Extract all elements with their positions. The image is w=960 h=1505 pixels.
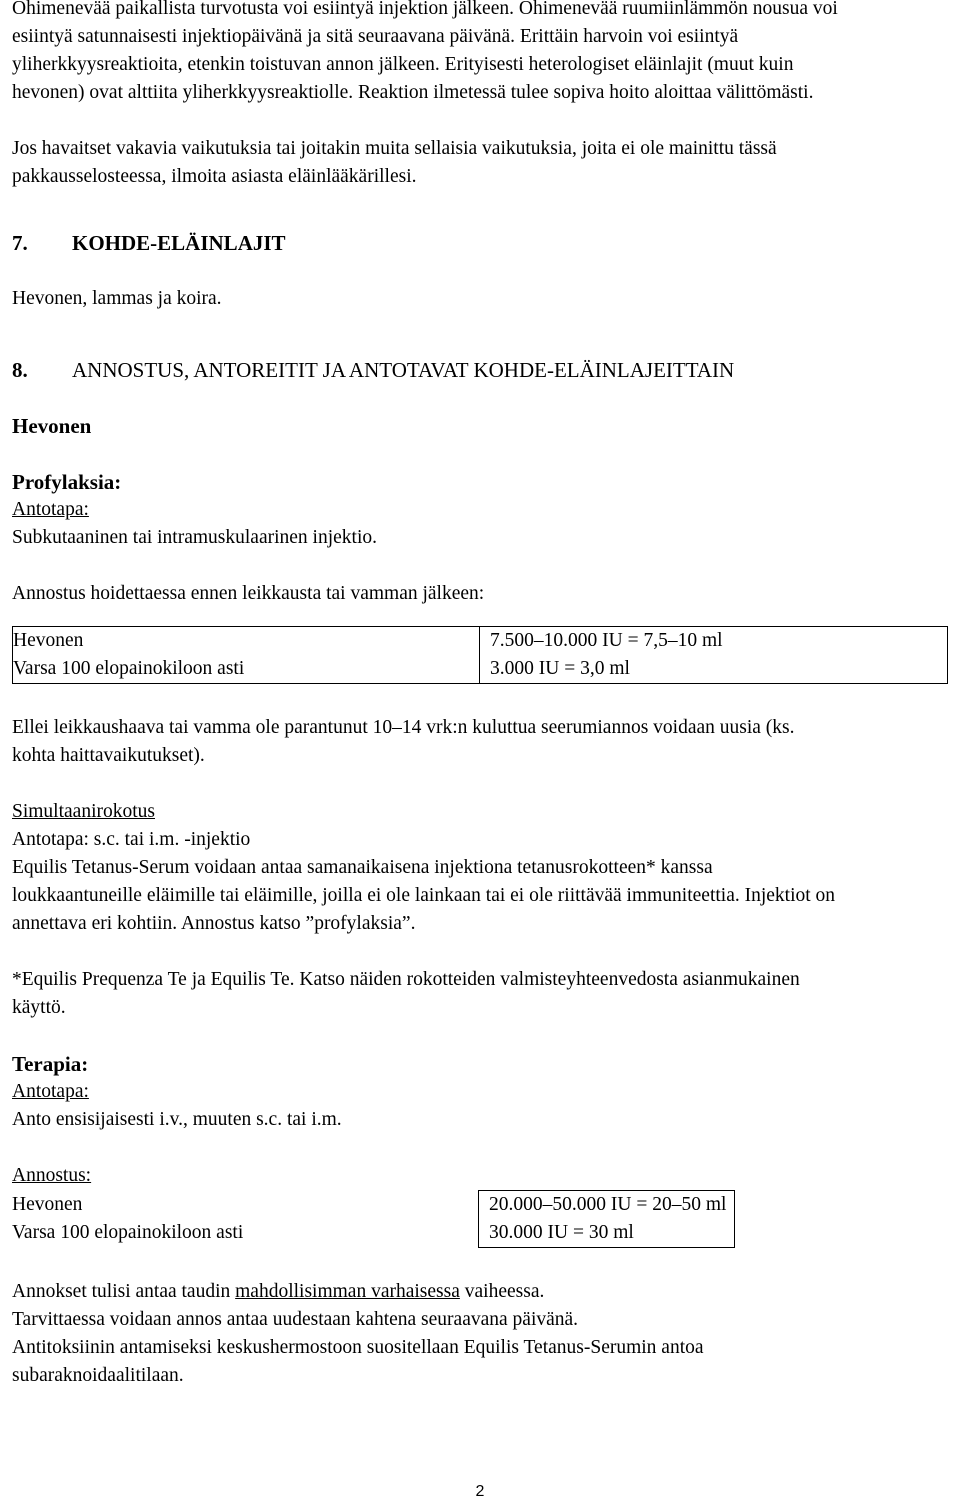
section-number: 8. bbox=[12, 358, 28, 382]
target-species-text: Hevonen, lammas ja koira. bbox=[12, 288, 222, 309]
text-line: pakkausselosteessa, ilmoita asiasta eläinlääkärillesi. bbox=[12, 166, 417, 187]
table-cell-subject: Varsa 100 elopainokiloon asti bbox=[13, 655, 480, 684]
section-title: ANNOSTUS, ANTOREITIT JA ANTOTAVAT KOHDE-ELÄINLAJEITTAIN bbox=[72, 358, 735, 382]
table-cell-subject: Hevonen bbox=[12, 1193, 83, 1215]
route-label: Antotapa: bbox=[12, 1081, 89, 1102]
text-line: käyttö. bbox=[12, 997, 66, 1018]
table-cell-spacer bbox=[735, 1191, 949, 1220]
prophylaxis-dose-table bbox=[12, 626, 948, 684]
text-line: yliherkkyysreaktioita, etenkin toistuvan annon jälkeen. Erityisesti heterologiset eläinlajit (muut kuin bbox=[12, 54, 794, 75]
therapy-heading: Terapia: bbox=[12, 1052, 89, 1076]
prophylaxis-heading: Profylaksia: bbox=[12, 470, 122, 494]
route-text: Subkutaaninen tai intramuskulaarinen injektio. bbox=[12, 527, 377, 548]
table-cell-subject: Varsa 100 elopainokiloon asti bbox=[12, 1222, 244, 1243]
text-line: Tarvittaessa voidaan annos antaa uudestaan kahtena seuraavana päivänä. bbox=[12, 1309, 579, 1330]
text-line: Ellei leikkaushaava tai vamma ole parantunut 10–14 vrk:n kuluttua seerumiannos voidaan uusia (ks. bbox=[12, 717, 795, 738]
text-line: Ohimenevää paikallista turvotusta voi esiintyä injektion jälkeen. Ohimenevää ruumiinlämmön nousua voi bbox=[12, 0, 838, 19]
table-cell-dose: 3.000 IU = 3,0 ml bbox=[490, 658, 630, 679]
text-line: esiintyä satunnaisesti injektiopäivänä ja sitä seuraavana päivänä. Erittäin harvoin voi esiintyä bbox=[12, 26, 739, 47]
route-text: Anto ensisijaisesti i.v., muuten s.c. tai i.m. bbox=[12, 1109, 342, 1130]
dose-intro: Annostus hoidettaessa ennen leikkausta tai vamman jälkeen: bbox=[12, 583, 485, 604]
text-line: subaraknoidaalitilaan. bbox=[12, 1365, 184, 1386]
section-7-heading bbox=[12, 229, 948, 257]
adverse-effects-paragraph bbox=[12, 0, 948, 107]
dose-label: Annostus: bbox=[12, 1165, 92, 1186]
text-span: vaiheessa. bbox=[459, 1281, 545, 1302]
repeat-dose-note bbox=[12, 714, 948, 770]
text-line bbox=[12, 1278, 948, 1306]
table-row bbox=[13, 627, 948, 656]
table-cell-dose: 30.000 IU = 30 ml bbox=[479, 1219, 735, 1248]
text-line: *Equilis Prequenza Te ja Equilis Te. Katso näiden rokotteiden valmisteyhteenvedosta asianmukainen bbox=[12, 969, 800, 990]
section-8-heading bbox=[12, 356, 948, 384]
table-cell-dose: 20.000–50.000 IU = 20–50 ml bbox=[479, 1191, 735, 1220]
table-row bbox=[12, 1219, 948, 1248]
species-heading: Hevonen bbox=[12, 414, 92, 438]
text-line: Jos havaitset vakavia vaikutuksia tai joitakin muita sellaisia vaikutuksia, joita ei ole mainittu tässä bbox=[12, 138, 777, 159]
table-cell-subject: Hevonen bbox=[13, 627, 480, 656]
table-row bbox=[13, 655, 948, 684]
text-line: hevonen) ovat alttiita yliherkkyysreaktiolle. Reaktion ilmetessä tulee sopiva hoito aloittaa välittömästi. bbox=[12, 82, 814, 103]
therapy-notes bbox=[12, 1278, 948, 1390]
therapy-dose-table bbox=[12, 1190, 948, 1248]
text-line: annettava eri kohtiin. Annostus katso ”profylaksia”. bbox=[12, 913, 416, 934]
text-line: loukkaantuneille eläimille tai eläimille, joilla ei ole lainkaan tai ei ole riittävää immuniteettia. Injektiot on bbox=[12, 885, 836, 906]
text-line: Equilis Tetanus-Serum voidaan antaa samanaikaisena injektiona tetanusrokotteen* kanssa bbox=[12, 857, 713, 878]
table-cell-dose: 7.500–10.000 IU = 7,5–10 ml bbox=[490, 630, 723, 651]
document-page bbox=[12, 0, 948, 1390]
simultaneous-heading: Simultaanirokotus bbox=[12, 801, 155, 822]
text-span: Annokset tulisi antaa taudin bbox=[12, 1281, 236, 1302]
text-line: Antitoksiinin antamiseksi keskushermostoon suositellaan Equilis Tetanus-Serumin antoa bbox=[12, 1337, 704, 1358]
route-label: Antotapa: bbox=[12, 499, 89, 520]
emphasis-underline: mahdollisimman varhaisessa bbox=[235, 1281, 460, 1302]
page-number: 2 bbox=[475, 1483, 485, 1500]
table-cell-spacer bbox=[735, 1219, 949, 1248]
table-row bbox=[12, 1191, 948, 1220]
vaccine-footnote bbox=[12, 966, 948, 1022]
section-number: 7. bbox=[12, 231, 28, 255]
simultaneous-route: Antotapa: s.c. tai i.m. -injektio bbox=[12, 829, 251, 850]
report-paragraph bbox=[12, 135, 948, 191]
section-title: KOHDE-ELÄINLAJIT bbox=[72, 231, 286, 255]
simultaneous-vaccination bbox=[12, 798, 948, 938]
text-line: kohta haittavaikutukset). bbox=[12, 745, 205, 766]
